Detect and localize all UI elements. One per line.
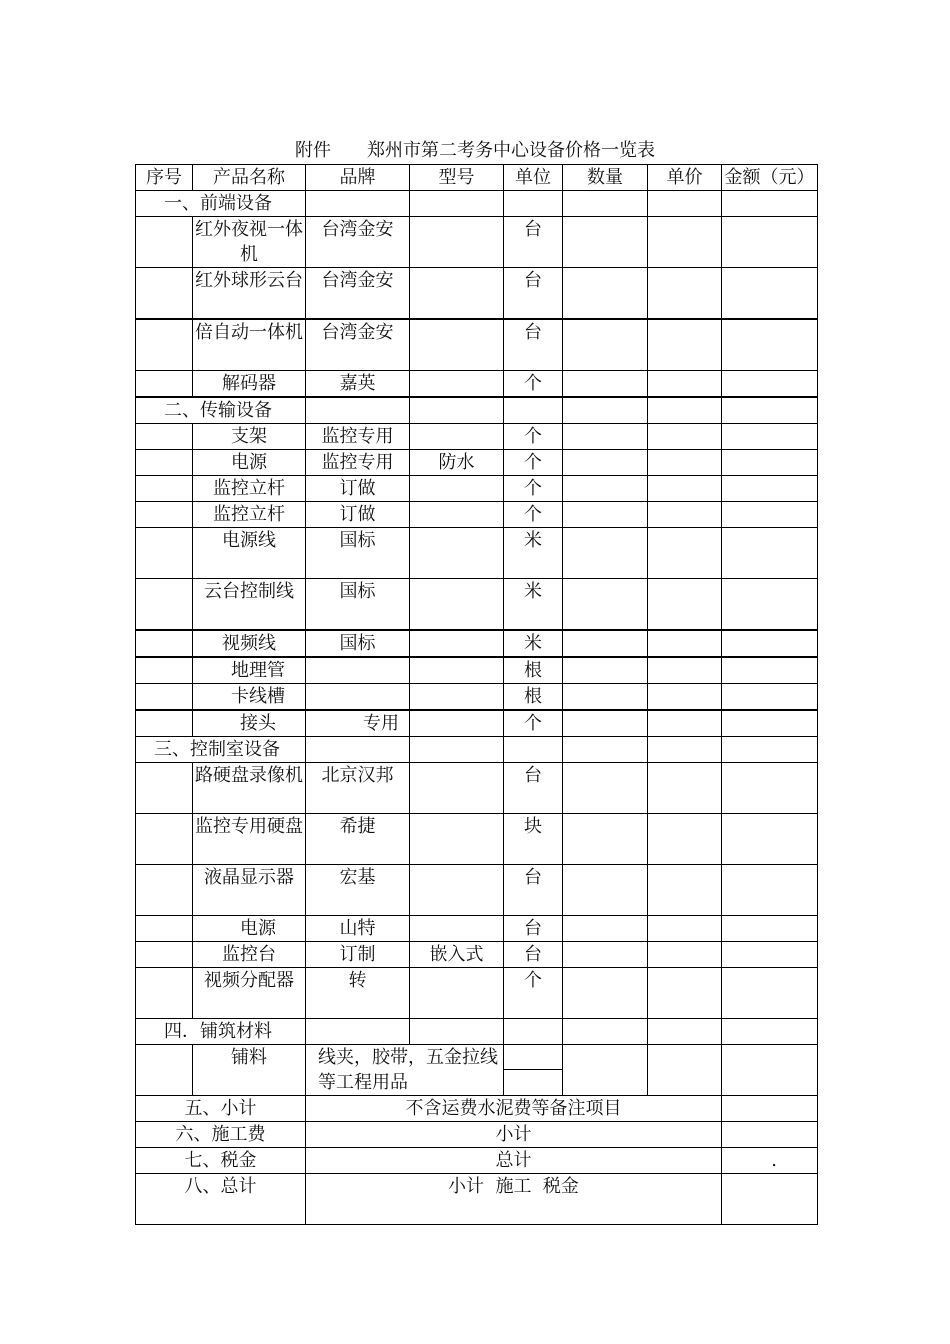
product-name: 路硬盘录像机: [193, 763, 306, 814]
model-cell: [410, 684, 504, 711]
model-cell: [410, 217, 504, 268]
table-row: [136, 657, 818, 684]
table-row: [136, 630, 818, 657]
model-cell: [410, 528, 504, 579]
table-row: [136, 865, 818, 916]
product-name: 视频线: [193, 630, 306, 657]
model-cell: [410, 865, 504, 916]
section-title: 四．铺筑材料: [136, 1019, 306, 1045]
table-row: [136, 684, 818, 711]
model-cell: [410, 814, 504, 865]
header-cell: 金额（元）: [722, 165, 818, 191]
product-name: 视频分配器: [193, 968, 306, 1019]
product-name: 云台控制线: [193, 579, 306, 631]
brand-cell: 台湾金安: [306, 217, 410, 268]
unit-cell: 根: [504, 684, 563, 711]
summary-label: 八、总计: [136, 1174, 306, 1225]
model-cell: [410, 710, 504, 737]
model-cell: [410, 630, 504, 657]
summary-label: 七、税金: [136, 1148, 306, 1174]
product-name: 地理管: [193, 657, 306, 684]
model-cell: [410, 502, 504, 528]
brand-cell: 线夹，胶带，五金拉线等工程用品: [306, 1045, 504, 1096]
header-cell: 型号: [410, 165, 504, 191]
header-row: [136, 165, 818, 191]
unit-cell: 个: [504, 450, 563, 476]
unit-cell: 台: [504, 763, 563, 814]
unit-cell: 个: [504, 371, 563, 398]
summary-note: 不含运费水泥费等备注项目: [306, 1096, 722, 1122]
summary-row: [136, 1096, 818, 1122]
summary-amount: [722, 1096, 818, 1122]
header-cell: 单位: [504, 165, 563, 191]
section-row: [136, 191, 818, 217]
product-name: 红外夜视一体机: [193, 217, 306, 268]
unit-cell: 个: [504, 710, 563, 737]
brand-cell: 转: [306, 968, 410, 1019]
product-name: 卡线槽: [193, 684, 306, 711]
model-cell: [410, 763, 504, 814]
page-title: 附件 郑州市第二考务中心设备价格一览表: [295, 140, 655, 161]
brand-cell: 订做: [306, 502, 410, 528]
unit-cell: 个: [504, 424, 563, 450]
unit-cell: 米: [504, 528, 563, 579]
brand-cell: 台湾金安: [306, 268, 410, 320]
model-cell: [410, 319, 504, 371]
table-row: [136, 268, 818, 320]
unit-cell: 米: [504, 579, 563, 631]
table-row: [136, 502, 818, 528]
table-row: [136, 579, 818, 631]
table-row: [136, 1045, 818, 1096]
unit-cell: 个: [504, 476, 563, 502]
table-row: [136, 371, 818, 398]
section-title: 三、控制室设备: [136, 737, 306, 763]
model-cell: [410, 268, 504, 320]
model-cell: 防水: [410, 450, 504, 476]
product-name: 液晶显示器: [193, 865, 306, 916]
summary-row: [136, 1122, 818, 1148]
header-cell: 序号: [136, 165, 193, 191]
header-cell: 产品名称: [193, 165, 306, 191]
table-row: [136, 942, 818, 968]
table-row: [136, 450, 818, 476]
summary-row: [136, 1174, 818, 1225]
product-name: 监控立杆: [193, 476, 306, 502]
unit-cell: 台: [504, 942, 563, 968]
product-name: 电源: [193, 916, 306, 942]
summary-note: 小计: [306, 1122, 722, 1148]
section-row: [136, 1019, 818, 1045]
model-cell: [410, 579, 504, 631]
table-row: [136, 217, 818, 268]
summary-amount: .: [722, 1148, 818, 1174]
summary-amount: [722, 1174, 818, 1225]
brand-cell: [306, 684, 410, 711]
brand-cell: [306, 657, 410, 684]
unit-cell: 台: [504, 268, 563, 320]
brand-cell: 台湾金安: [306, 319, 410, 371]
brand-cell: 嘉英: [306, 371, 410, 398]
model-cell: [410, 916, 504, 942]
unit-cell: 台: [504, 865, 563, 916]
unit-cell: 台: [504, 916, 563, 942]
header-cell: 数量: [563, 165, 648, 191]
brand-cell: 北京汉邦: [306, 763, 410, 814]
summary-note: 总计: [306, 1148, 722, 1174]
section-row: [136, 397, 818, 424]
unit-cell: 根: [504, 657, 563, 684]
section-title: 二、传输设备: [136, 397, 306, 424]
product-name: 红外球形云台: [193, 268, 306, 320]
table-row: [136, 710, 818, 737]
brand-cell: 国标: [306, 630, 410, 657]
unit-cell: [504, 1045, 563, 1096]
model-cell: [410, 371, 504, 398]
product-name: 接头: [193, 710, 306, 737]
brand-cell: 宏基: [306, 865, 410, 916]
model-cell: [410, 657, 504, 684]
model-cell: [410, 476, 504, 502]
table-row: [136, 476, 818, 502]
brand-cell: 订做: [306, 476, 410, 502]
model-cell: [410, 424, 504, 450]
product-name: 监控专用硬盘: [193, 814, 306, 865]
table-row: [136, 763, 818, 814]
section-title: 一、前端设备: [136, 191, 306, 217]
brand-cell: 专用: [306, 710, 410, 737]
unit-cell: 个: [504, 968, 563, 1019]
brand-cell: 监控专用: [306, 424, 410, 450]
table-row: [136, 319, 818, 371]
brand-cell: 监控专用: [306, 450, 410, 476]
unit-cell: 块: [504, 814, 563, 865]
model-cell: 嵌入式: [410, 942, 504, 968]
product-name: 支架: [193, 424, 306, 450]
summary-label: 五、小计: [136, 1096, 306, 1122]
unit-cell: 台: [504, 217, 563, 268]
section-row: [136, 737, 818, 763]
table-row: [136, 814, 818, 865]
summary-note: 小计 施工 税金: [306, 1174, 722, 1225]
table-row: [136, 528, 818, 579]
unit-cell: 台: [504, 319, 563, 371]
model-cell: [410, 968, 504, 1019]
brand-cell: 国标: [306, 528, 410, 579]
table-row: [136, 916, 818, 942]
unit-cell: 个: [504, 502, 563, 528]
product-name: 监控台: [193, 942, 306, 968]
product-name: 倍自动一体机: [193, 319, 306, 371]
brand-cell: 国标: [306, 579, 410, 631]
header-cell: 品牌: [306, 165, 410, 191]
summary-label: 六、施工费: [136, 1122, 306, 1148]
table-row: [136, 424, 818, 450]
product-name: 铺料: [193, 1045, 306, 1096]
unit-cell: 米: [504, 630, 563, 657]
table-row: [136, 968, 818, 1019]
product-name: 电源线: [193, 528, 306, 579]
summary-amount: [722, 1122, 818, 1148]
summary-row: [136, 1148, 818, 1174]
product-name: 解码器: [193, 371, 306, 398]
header-cell: 单价: [648, 165, 722, 191]
brand-cell: 订制: [306, 942, 410, 968]
product-name: 监控立杆: [193, 502, 306, 528]
brand-cell: 山特: [306, 916, 410, 942]
product-name: 电源: [193, 450, 306, 476]
brand-cell: 希捷: [306, 814, 410, 865]
price-table: [135, 164, 818, 1225]
